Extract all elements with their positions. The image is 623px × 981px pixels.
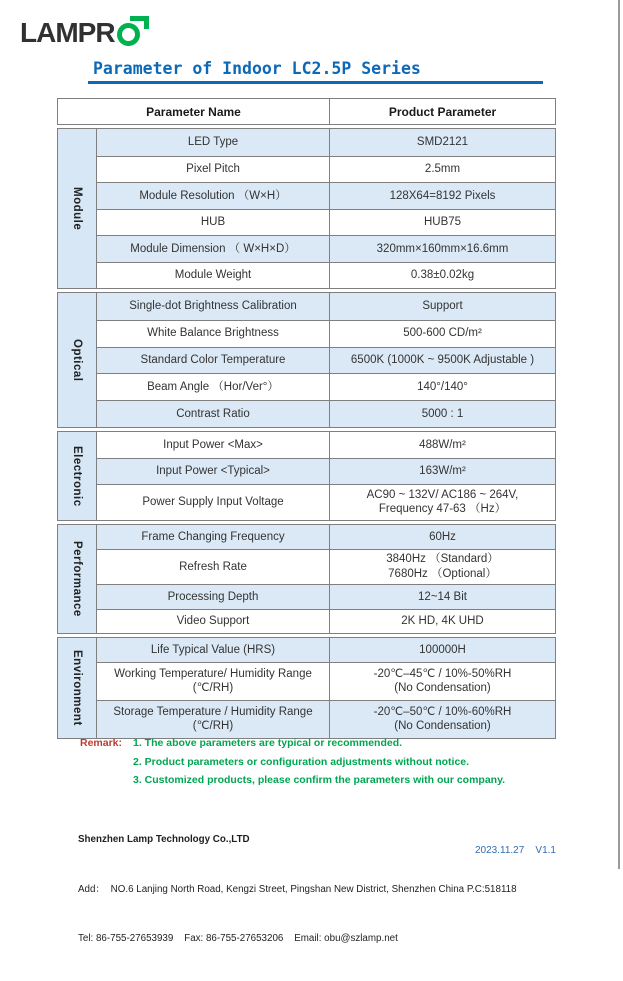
parameter-name-cell [97,374,330,400]
parameter-value-cell [330,293,555,320]
parameter-name: Beam Angle （Hor/Ver°） [147,381,279,394]
parameter-value-line1: 3840Hz （Standard） [386,553,499,566]
parameter-value: 0.38±0.02kg [410,269,475,281]
parameter-value: HUB75 [423,216,462,228]
parameter-value: Support [422,300,463,313]
parameter-name-line2: (℃/RH) [192,720,234,733]
brand-logo [20,16,140,50]
parameter-value-line2: (No Condensation) [394,682,491,695]
parameter-name-cell [97,638,330,662]
parameter-name-cell [97,129,330,156]
parameter-value-cell [330,459,555,484]
table-row [97,293,555,320]
parameter-value-cell [330,432,555,458]
logo-ring-icon [117,23,140,46]
parameter-value-line1: AC90 ~ 132V/ AC186 ~ 264V, [366,488,519,501]
parameter-value: 100000H [419,643,466,656]
title-underline [88,81,543,84]
section-electronic [57,431,556,521]
table-row [97,700,555,738]
table-row [97,484,555,520]
table-row [97,549,555,584]
parameter-value: SMD2121 [416,136,469,148]
table-row [97,609,555,633]
table-row [97,156,555,183]
parameter-value-cell [330,183,555,209]
parameter-name-line1: Working Temperature/ Humidity Range [114,667,312,680]
parameter-name-line1: Storage Temperature / Humidity Range [113,705,313,718]
section-optical [57,292,556,428]
table-row [97,209,555,236]
parameter-name-cell [97,293,330,320]
remark-item-2: 2. Product parameters or configuration adjustments without notice. [133,755,470,768]
table-header-row [57,98,556,125]
parameter-name-cell [97,157,330,183]
parameter-value-line1: -20℃–50℃ / 10%-60%RH [373,705,512,718]
parameter-name-cell [97,321,330,347]
page-edge-line [618,0,620,869]
parameter-name-cell [97,701,330,738]
table-row [97,347,555,374]
parameter-value-cell [330,263,555,289]
parameter-name-cell [97,525,330,549]
parameter-value: 60Hz [429,530,456,543]
parameter-name-cell [97,401,330,427]
table-row [97,458,555,484]
parameter-value: 488W/m² [419,438,466,451]
parameter-value-line2: (No Condensation) [394,720,491,733]
company-contacts: Tel: 86-755-27653939 Fax: 86-755-27653206 Email: obu@szlamp.net [78,933,398,944]
section-performance [57,524,556,634]
table-row [97,525,555,549]
parameter-name: White Balance Brightness [147,327,279,340]
document-version: 2023.11.27 V1.1 [475,845,556,856]
parameter-value-cell [330,525,555,549]
parameter-value-cell [330,321,555,347]
parameter-name-cell [97,610,330,633]
parameter-value: 163W/m² [419,465,466,478]
parameter-name: HUB [200,216,226,228]
parameter-value: 6500K (1000K ~ 9500K Adjustable ) [350,354,535,367]
parameter-name: Input Power <Max> [163,438,263,451]
remark-block [80,734,505,790]
parameter-name: Single-dot Brightness Calibration [129,300,297,313]
parameter-name: Power Supply Input Voltage [142,496,284,509]
parameter-value-cell [330,374,555,400]
parameter-value: 140°/140° [417,381,468,394]
parameter-value-cell [330,485,555,520]
parameter-name: Module Dimension （ W×H×D） [130,242,296,255]
table-row [97,129,555,156]
section-label-optical: Optical [58,293,97,427]
parameter-value: 500-600 CD/m² [403,327,482,340]
parameter-name: Standard Color Temperature [140,354,286,367]
page-title: Parameter of Indoor LC2.5P Series [93,59,421,78]
parameter-value: 320mm×160mm×16.6mm [376,242,509,255]
table-row [97,584,555,609]
parameter-name: Module Weight [174,269,252,281]
column-header-product-parameter: Product Parameter [388,104,497,119]
remark-item-3: 3. Customized products, please confirm the parameters with our company. [133,774,506,786]
logo-corner-icon [130,16,149,29]
section-label-electronic: Electronic [58,432,97,520]
remark-items [133,734,505,790]
parameter-value-cell [330,638,555,662]
parameter-name-cell [97,432,330,458]
parameter-value-cell [330,210,555,236]
parameter-value-cell [330,663,555,700]
company-address: Add： NO.6 Lanjing North Road, Kengzi Street, Pingshan New District, Shenzhen China P.C:518118 [78,883,517,895]
footer-block [78,799,517,981]
parameter-name: Input Power <Typical> [156,465,270,478]
parameter-value-cell [330,610,555,633]
parameter-value-line2: Frequency 47-63 （Hz） [378,503,507,516]
section-label-environment: Environment [58,638,97,738]
remark-item-1: 1. The above parameters are typical or recommended. [133,737,403,749]
parameter-name-cell [97,236,330,262]
parameter-name-cell [97,348,330,374]
parameter-name: Contrast Ratio [176,407,250,420]
parameter-name-cell [97,550,330,584]
parameter-name-line2: (℃/RH) [192,682,234,695]
table-row [97,373,555,400]
parameter-name-cell [97,183,330,209]
table-row [97,262,555,289]
parameter-name: Processing Depth [167,590,259,603]
parameter-name-cell [97,485,330,520]
parameter-table [57,98,556,742]
parameter-value: 5000 : 1 [421,407,464,420]
parameter-value: 12~14 Bit [418,590,467,603]
parameter-value: 2.5mm [424,163,461,175]
logo-text: LAMPR [20,17,115,48]
parameter-name-cell [97,459,330,484]
parameter-name: LED Type [187,136,239,148]
parameter-name: Video Support [176,615,250,628]
parameter-name: Refresh Rate [179,560,247,573]
table-row [97,662,555,700]
section-label-performance: Performance [58,525,97,633]
table-row [97,432,555,458]
parameter-name-cell [97,263,330,289]
parameter-name: Module Resolution （W×H） [139,189,287,202]
section-environment [57,637,556,739]
table-row [97,320,555,347]
table-row [97,638,555,662]
section-label-module: Module [58,129,97,288]
parameter-name-cell [97,663,330,700]
parameter-value: 2K HD, 4K UHD [401,615,484,628]
table-row [97,235,555,262]
parameter-value-cell [330,157,555,183]
parameter-name-cell [97,210,330,236]
parameter-name: Life Typical Value (HRS) [150,643,276,656]
parameter-value-line2: 7680Hz （Optional） [388,567,497,580]
parameter-value-cell [330,236,555,262]
parameter-name: Pixel Pitch [186,163,240,175]
company-name: Shenzhen Lamp Technology Co.,LTD [78,834,250,845]
parameter-value-cell [330,348,555,374]
parameter-value-line1: -20℃–45℃ / 10%-50%RH [373,667,512,680]
parameter-value-cell [330,585,555,609]
parameter-value-cell [330,550,555,584]
section-module [57,128,556,289]
parameter-value-cell [330,701,555,738]
table-row [97,400,555,427]
table-row [97,182,555,209]
parameter-name: Frame Changing Frequency [141,530,285,543]
remark-label: Remark: [80,737,123,749]
parameter-value-cell [330,129,555,156]
parameter-value-cell [330,401,555,427]
parameter-value: 128X64=8192 Pixels [389,189,496,202]
parameter-name-cell [97,585,330,609]
column-header-parameter-name: Parameter Name [58,99,330,124]
